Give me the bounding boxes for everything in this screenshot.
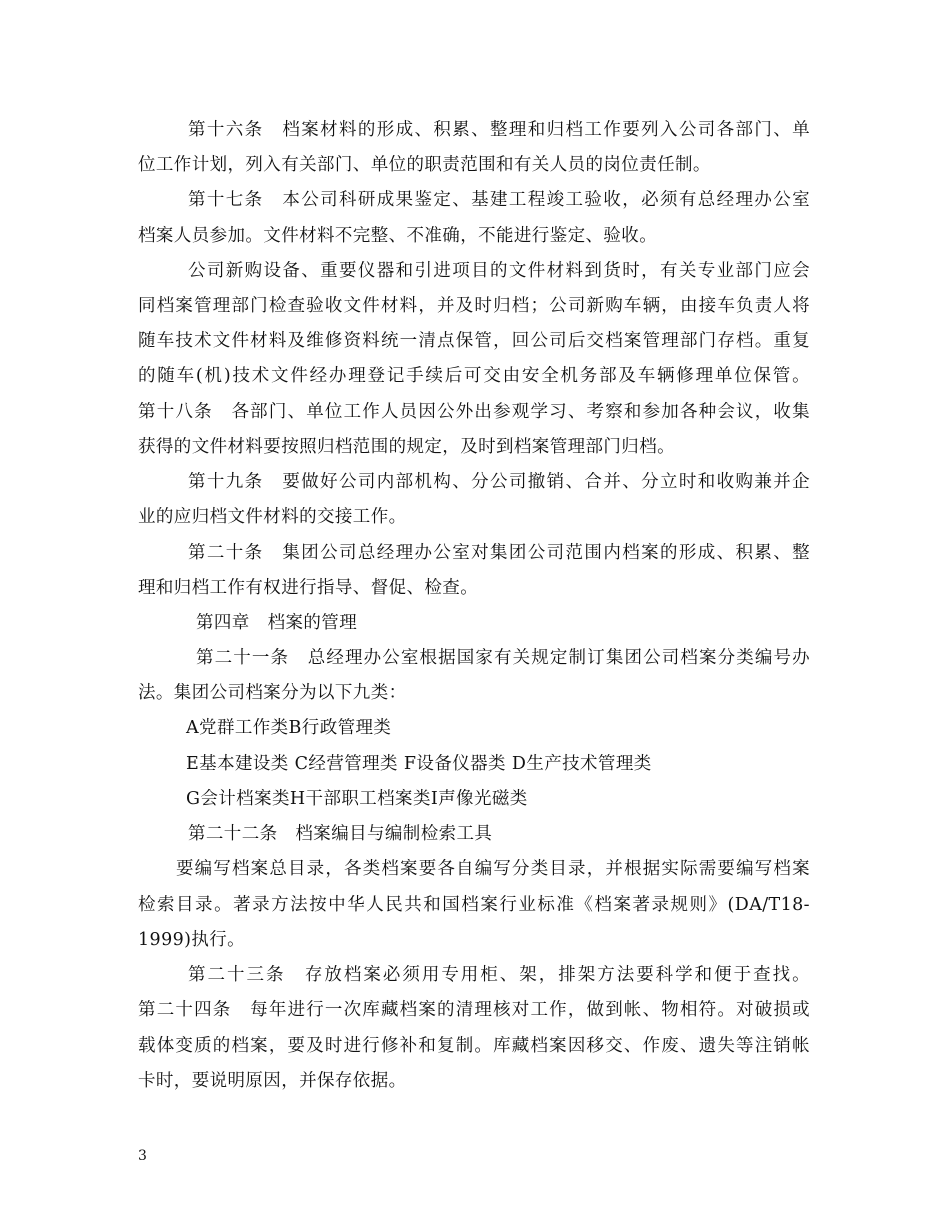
paragraph-line: 随车技术文件材料及维修资料统一清点保管，回公司后交档案管理部门存档。重复 <box>138 331 810 351</box>
paragraph-line: 检索目录。著录方法按中华人民共和国档案行业标准《档案著录规则》(DA/T18- <box>138 895 810 915</box>
paragraph-line: 位工作计划，列入有关部门、单位的职责范围和有关人员的岗位责任制。 <box>138 155 711 175</box>
paragraph-line: 公司新购设备、重要仪器和引进项目的文件材料到货时，有关专业部门应会 <box>188 261 810 281</box>
paragraph-line: 载体变质的档案，要及时进行修补和复制。库藏档案因移交、作废、遗失等注销帐 <box>138 1036 810 1056</box>
paragraph-line: 要编写档案总目录，各类档案要各自编写分类目录，并根据实际需要编写档案 <box>176 859 810 879</box>
category-line: E基本建设类 C经营管理类 F设备仪器类 D生产技术管理类 <box>186 754 652 774</box>
paragraph-line: 1999)执行。 <box>138 930 246 950</box>
paragraph-line: 法。集团公司档案分为以下九类： <box>138 683 407 703</box>
category-line: G会计档案类H干部职工档案类I声像光磁类 <box>186 789 528 809</box>
paragraph-line: 卡时，要说明原因，并保存依据。 <box>138 1071 407 1091</box>
paragraph-line: 同档案管理部门检查验收文件材料，并及时归档；公司新购车辆，由接车负责人将 <box>138 296 810 316</box>
category-line: A党群工作类B行政管理类 <box>186 718 392 738</box>
chapter-heading: 第四章 档案的管理 <box>196 613 358 633</box>
paragraph-line: 第二十一条 总经理办公室根据国家有关规定制订集团公司档案分类编号办 <box>196 648 810 668</box>
section-heading: 第二十二条 档案编目与编制检索工具 <box>188 824 493 844</box>
paragraph-line: 档案人员参加。文件材料不完整、不准确，不能进行鉴定、验收。 <box>138 226 658 246</box>
paragraph-line: 第十六条 档案材料的形成、积累、整理和归档工作要列入公司各部门、单 <box>188 120 810 140</box>
paragraph-line: 第二十条 集团公司总经理办公室对集团公司范围内档案的形成、积累、整 <box>188 543 810 563</box>
paragraph-line: 的随车(机)技术文件经办理登记手续后可交由安全机务部及车辆修理单位保管。 <box>138 366 810 386</box>
paragraph-line: 第十七条 本公司科研成果鉴定、基建工程竣工验收，必须有总经理办公室 <box>188 190 810 210</box>
page-number: 3 <box>138 1148 147 1164</box>
paragraph-line: 业的应归档文件材料的交接工作。 <box>138 507 407 527</box>
paragraph-line: 理和归档工作有权进行指导、督促、检查。 <box>138 578 479 598</box>
paragraph-line: 第十九条 要做好公司内部机构、分公司撤销、合并、分立时和收购兼并企 <box>188 472 810 492</box>
paragraph-line: 第二十三条 存放档案必须用专用柜、架，排架方法要科学和便于查找。 <box>188 965 810 985</box>
paragraph-line: 第十八条 各部门、单位工作人员因公外出参观学习、考察和参加各种会议，收集 <box>138 402 810 422</box>
paragraph-line: 获得的文件材料要按照归档范围的规定，及时到档案管理部门归档。 <box>138 437 675 457</box>
paragraph-line: 第二十四条 每年进行一次库藏档案的清理核对工作，做到帐、物相符。对破损或 <box>138 1000 810 1020</box>
